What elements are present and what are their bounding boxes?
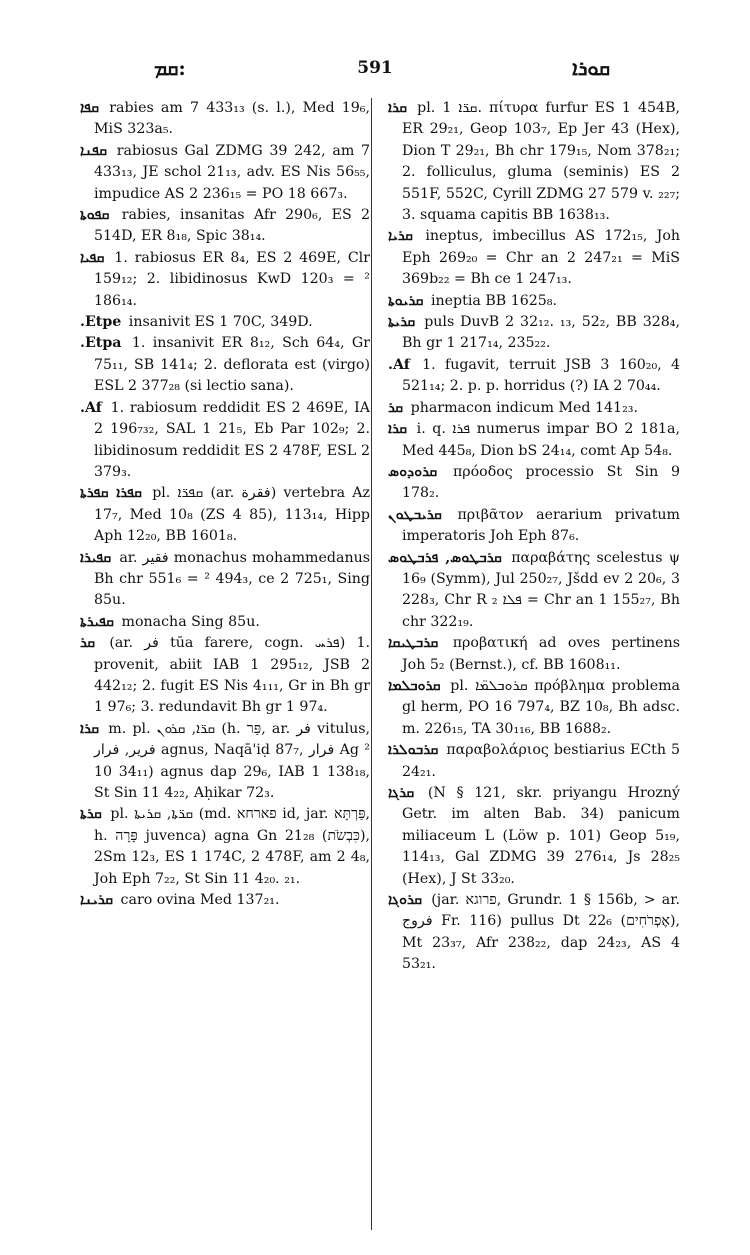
entry-definition: pharmacon indicum Med 141₂₃. — [410, 399, 638, 416]
entry-headword: ܩܪܓܐ — [388, 785, 415, 801]
dictionary-entry — [388, 633, 680, 676]
dictionary-entry — [80, 612, 370, 633]
entry-headword: ܩܪܐ — [80, 720, 100, 737]
dictionary-entry — [388, 783, 680, 890]
entry-definition: ineptus, imbecillus AS 172₁₅, Joh Eph 269₂₀ = Chr an 2 247₂₁ = MiS 369b₂₂ = Bh ce 1 247₁₃. — [402, 228, 680, 288]
entry-headword: Af. — [80, 399, 102, 416]
header-right-word: ܩܘܪܐ — [572, 56, 610, 80]
header-left-word: :ܩܡ — [154, 56, 186, 80]
entry-headword: ܩܦܝܪܐ — [80, 549, 112, 566]
dictionary-entry — [388, 548, 680, 634]
dictionary-entry — [388, 740, 680, 783]
entry-definition: rabiosus Gal ZDMG 39 242, am 7 433₁₃, JE schol 21₁₃, adv. ES Nis 56₅₅, impudice AS 2 236₁₅ = PO 18 667₃. — [94, 142, 370, 202]
dictionary-entry — [80, 98, 370, 141]
dictionary-entry — [388, 355, 680, 398]
dictionary-entry — [80, 548, 370, 612]
entry-headword: ܩܪ — [80, 635, 96, 652]
dictionary-entry — [80, 248, 370, 312]
dictionary-entry — [80, 483, 370, 547]
entry-headword: ܩܪܝܘܬܐ — [388, 292, 424, 309]
entry-definition: i. q. ܦܪܐ numerus impar BO 2 181a, Med 445₈, Dion bS 24₁₄, comt Ap 54₈. — [402, 421, 680, 459]
dictionary-entry — [388, 419, 680, 462]
left-column — [80, 98, 370, 1233]
dictionary-entry — [388, 676, 680, 740]
dictionary-entry — [80, 205, 370, 248]
entry-definition: rabies am 7 433₁₃ (s. l.), Med 19₆, MiS 323a₅. — [94, 100, 370, 138]
dictionary-entry — [388, 890, 680, 976]
entry-definition: pl. ܩܦܪ̈ܐ (ar. ﻓﻘﺮﺓ) vertebra Az 17₇, Med 10₈ (ZS 4 85), 113₁₄, Hipp Aph 12₂₀, BB 1601₈. — [94, 485, 370, 545]
entry-definition: monacha Sing 85u. — [121, 613, 260, 630]
page-header — [100, 56, 650, 86]
entry-definition: insanivit ES 1 70C, 349D. — [128, 314, 313, 331]
dictionary-entry — [388, 226, 680, 290]
entry-headword: ܩܪܐ — [388, 100, 408, 116]
dictionary-entry — [80, 141, 370, 205]
dictionary-entry — [80, 312, 370, 333]
dictionary-entry — [80, 333, 370, 397]
entry-definition: (ar. ﻓﺮ tūa farere, cogn. ܦܪܚ) 1. provenit, abiit IAB 1 295₁₂, JSB 2 442₁₂; 2. fugit ES Nis 4₁₁₁, Gr in Bh gr 1 97₆; 3. redundavit Bh gr 1 97₄. — [94, 635, 370, 716]
entry-definition: 1. rabiosus ER 8₄, ES 2 469E, Clr 159₁₂; 2. libidinosus KwD 120₃ = ² 186₁₄. — [94, 249, 370, 309]
entry-definition: puls DuvB 2 32₁₂. ₁₃, 52₂, BB 328₄, Bh gr 1 217₁₄, 235₂₂. — [402, 314, 680, 352]
entry-headword: ܩܪܝܒܛܘܢ — [388, 506, 442, 523]
entry-headword: ܩܪܝܢܐ — [80, 892, 114, 909]
entry-headword: ܩܪܘܓܐ — [388, 892, 423, 909]
entry-definition: ineptia BB 1625₈. — [430, 292, 557, 309]
entry-headword: ܩܪܬܐ — [80, 806, 102, 823]
entry-headword: Etpa. — [80, 335, 122, 352]
entry-headword: Af. — [388, 356, 410, 373]
dictionary-entry — [388, 398, 680, 419]
entry-headword: ܩܦܝܪܬܐ — [80, 613, 114, 630]
right-column — [388, 98, 680, 1233]
entry-headword: ܩܪܘܕܘܣ — [388, 463, 438, 480]
entry-headword: ܩܪܒܘܠܪܐ — [388, 742, 439, 759]
entry-definition: caro ovina Med 137₂₁. — [120, 892, 280, 909]
entry-headword: ܩܪܒܛܝܩܐ — [388, 635, 439, 652]
entry-headword: ܩܪܝܐ — [388, 228, 414, 245]
entry-headword: ܩܦܝܐ — [80, 249, 105, 266]
entry-definition: παραβολάριος bestiarius ECth 5 24₂₁. — [402, 742, 680, 780]
entry-headword: Etpe. — [80, 314, 122, 331]
entry-definition: 1. insanivit ER 8₁₂, Sch 64₄, Gr 75₁₁, SB 141₄; 2. deflorata est (virgo) ESL 2 377₂₈ (si lectio sana). — [94, 335, 370, 395]
entry-headword: ܩܪܘܒܠܡܐ — [388, 677, 441, 694]
page-number: 591 — [357, 58, 393, 78]
entry-definition: (N § 121, skr. priyangu Hrozný Getr. im alten Bab. 34) panicum miliaceum L (Löw p. 101) Geop 5₁₉, 114₁₃, Gal ZDMG 39 276₁₄, Js 28₂₅ (Hex), J St 33₂₀. — [402, 785, 680, 887]
entry-headword: ܩܪ — [388, 399, 404, 416]
dictionary-entry — [388, 291, 680, 312]
entry-definition: m. pl. ܩܪ̈ܐ, ܩܪܘܢ (h. פַּר, ar. ﻓﺮ vitulus, ﻓﺮﻳﺮ, ﻓﺮﺍﺭ agnus, Naqā'iḍ 87₇, ﻓﺮﺍﺭ Ag ² 10 34₁₁) agnus dap 29₆, IAB 1 138₁₈, St Sin 11 4₂₂, Aḥikar 72₃. — [94, 720, 370, 801]
dictionary-entry — [80, 719, 370, 805]
entry-definition: 1. rabiosum reddidit ES 2 469E, IA 2 196₇₃₂, SAL 1 21₅, Eb Par 102₉; 2. libidinosum reddidit ES 2 478F, ESL 2 379₃. — [94, 399, 370, 480]
entry-definition: ar. ﻓﻘﻴﺮ monachus mohammedanus Bh chr 551₆ = ² 494₃, ce 2 725₁, Sing 85u. — [94, 549, 370, 609]
entry-headword: ܩܦܐ — [80, 100, 100, 116]
entry-definition: pl. ܩܪ̈ܐ 1. πίτυρα furfur ES 1 454B, ER 29₂₁, Geop 103₇, Ep Jer 43 (Hex), Dion T 29₂₁, Bh chr 179₁₅, Nom 378₂₁; 2. folliculus, gluma (seminis) ES 2 551F, 552C, Cyrill ZDMG 27 579 v. ₂₂₇; 3. squama capitis BB 1638₁₃. — [402, 100, 680, 224]
entry-definition: παραβάτης scelestus ψ 16₉ (Symm), Jul 250₂₇, Jšdd ev 2 20₆, 3 228₃, Chr R ܦܠܐ ₂ = Chr an 1 155₂₇, Bh chr 322₁₉. — [402, 549, 680, 630]
entry-definition: pl. ܩܪܘܒܠܡ̈ܐ πρόβλημα problema gl herm, PO 16 797₄, BZ 10₈, Bh adsc. m. 226₁₅, TA 30₁₁₆, BB 1688₂. — [402, 677, 680, 737]
dictionary-entry — [80, 633, 370, 719]
dictionary-entry — [388, 312, 680, 355]
dictionary-entry — [80, 890, 370, 911]
dictionary-entry — [80, 398, 370, 484]
entry-headword: ܩܪܐ — [388, 421, 408, 438]
dictionary-entry — [388, 462, 680, 505]
dictionary-entry — [388, 98, 680, 226]
dictionary-entry — [388, 505, 680, 548]
entry-definition: προβατική ad oves pertinens Joh 5₂ (Bernst.), cf. BB 1608₁₁. — [402, 635, 680, 673]
entry-headword: ܩܦܢܐ — [80, 142, 108, 159]
entry-headword: ܩܪܝܬܐ — [388, 314, 416, 331]
entry-definition: (jar. פרוגא, Grundr. 1 § 156b, > ar. ﻓﺮﻭﺝ Fr. 116) pullus Dt 22₆ (אֶפְרֹחִים), Mt 23₃₇, Afr 238₂₂, dap 24₂₃, AS 4 53₂₁. — [402, 892, 680, 973]
entry-headword: ܩܦܪܐ ܩܦܪܬܐ — [80, 485, 142, 502]
column-divider — [371, 98, 372, 1230]
entry-definition: πριβᾶτον aerarium privatum imperatoris Joh Eph 87₆. — [402, 506, 680, 545]
entry-definition: pl. ܩܪ̈ܬܐ, ܩܪܝܬܐ (md. פארחא id, jar. פַּרְתָּא, h. פָּרָה juvenca) agna Gn 21₂₈ (כִּבְשֹׂת), 2Sm 12₃, ES 1 174C, 2 478F, am 2 4₈, Joh Eph 7₂₂, St Sin 11 4₂₀. ₂₁. — [94, 806, 370, 887]
entry-headword: ܩܦܘܬܐ — [80, 207, 110, 224]
entry-definition: πρόοδος processio St Sin 9 178₂. — [402, 463, 680, 502]
entry-definition: 1. fugavit, terruit JSB 3 160₂₀, 4 521₁₄; 2. p. p. horridus (?) IA 2 70₄₄. — [402, 356, 680, 395]
entry-headword: ܩܪܒܛܘܣ, ܦܪܒܛܘܣ — [388, 549, 502, 566]
entry-definition: rabies, insanitas Afr 290₆, ES 2 514D, ER 8₁₈, Spic 38₁₄. — [94, 207, 370, 245]
dictionary-entry — [80, 804, 370, 890]
